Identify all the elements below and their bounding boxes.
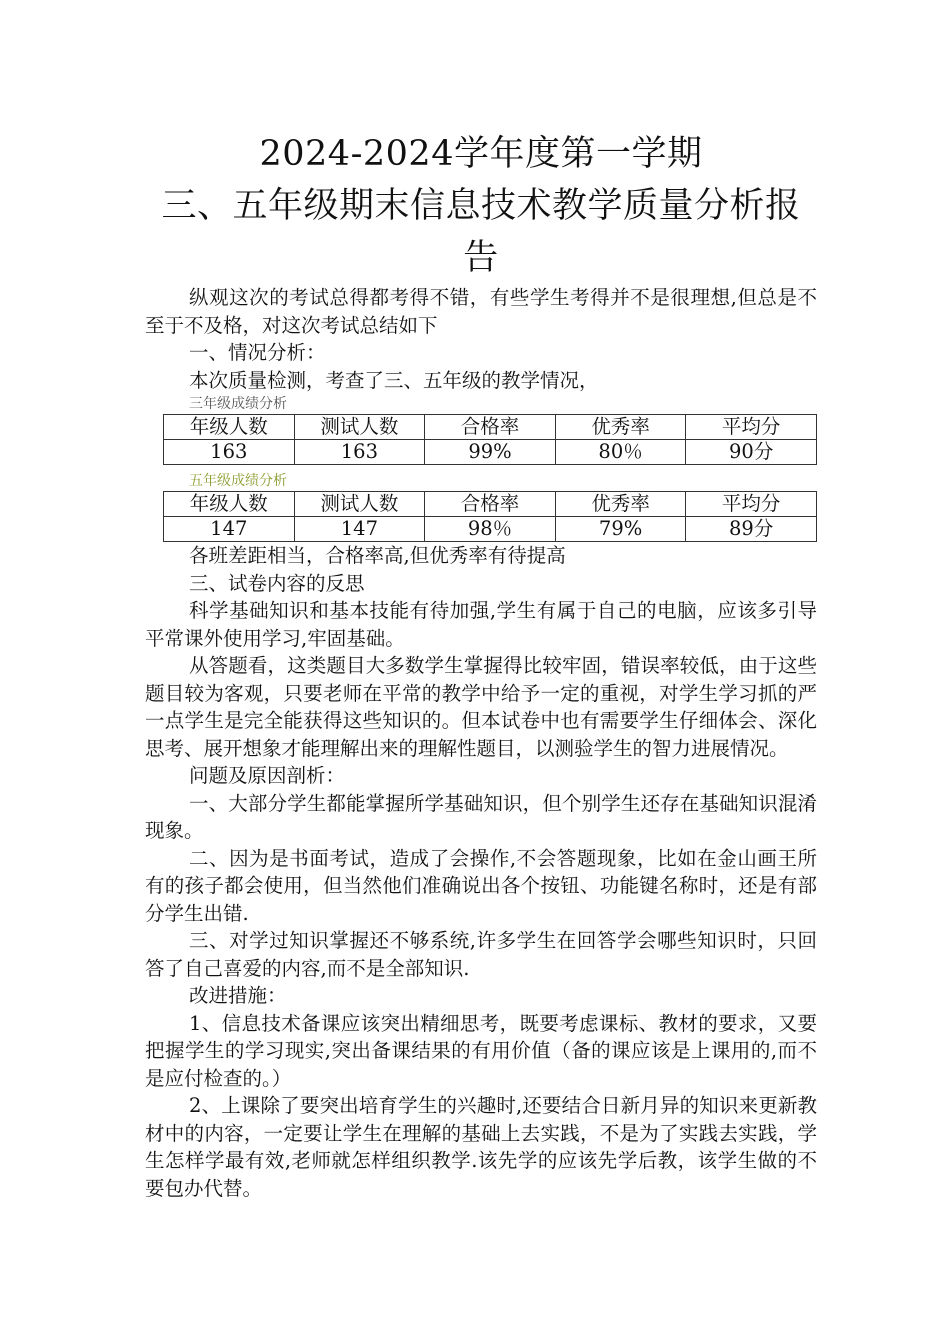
section3-heading: 三、试卷内容的反思 bbox=[189, 571, 365, 595]
section1-text: 本次质量检测，考查了三、五年级的教学情况， bbox=[189, 368, 599, 392]
problem-item-3: 三、对学过知识掌握还不够系统,许多学生在回答学会哪些知识时，只回答了自己喜爱的内容,而不是全部知识. bbox=[145, 929, 817, 980]
table-cell: 163 bbox=[294, 440, 425, 465]
table-header-cell: 平均分 bbox=[686, 415, 817, 440]
doc-title-line1: 2024-2024学年度第一学期 bbox=[259, 134, 703, 174]
grade5-score-table bbox=[163, 491, 817, 542]
table-header-row bbox=[164, 492, 817, 517]
table-cell: 163 bbox=[164, 440, 295, 465]
problem-item-1: 一、大部分学生都能掌握所学基础知识，但个别学生还存在基础知识混淆现象。 bbox=[145, 791, 817, 842]
table-cell: 99% bbox=[425, 440, 556, 465]
table-header-cell: 合格率 bbox=[425, 492, 556, 517]
grade3-table-caption: 三年级成绩分析 bbox=[189, 396, 287, 412]
table-cell: 147 bbox=[164, 517, 295, 542]
section1-heading: 一、情况分析： bbox=[189, 341, 326, 364]
table-header-cell: 测试人数 bbox=[294, 415, 425, 440]
table-header-cell: 优秀率 bbox=[555, 492, 686, 517]
measures-heading: 改进措施： bbox=[189, 984, 287, 1007]
table-header-cell: 合格率 bbox=[425, 415, 556, 440]
table-cell: 79% bbox=[555, 517, 686, 542]
grade3-score-table bbox=[163, 414, 817, 465]
grade5-table-caption: 五年级成绩分析 bbox=[189, 473, 287, 489]
measure-item-1: 1、信息技术备课应该突出精细思考，既要考虑课标、教材的要求，又要把握学生的学习现实,突出备课结果的有用价值（备的课应该是上课用的,而不是应付检查的。） bbox=[145, 1011, 817, 1090]
measure-item-2: 2、上课除了要突出培育学生的兴趣时,还要结合日新月异的知识来更新教材中的内容，一定要让学生在理解的基础上去实践，不是为了实践去实践，学生怎样学最有效,老师就怎样组织教学.该先学的应该先学后教，该学生做的不要包办代替。 bbox=[145, 1094, 817, 1200]
summary-text: 各班差距相当，合格率高,但优秀率有待提高 bbox=[189, 544, 566, 567]
document-page bbox=[145, 128, 817, 1202]
table-header-cell: 优秀率 bbox=[555, 415, 686, 440]
table-cell: 147 bbox=[294, 517, 425, 542]
table-row bbox=[164, 517, 817, 542]
table-header-cell: 测试人数 bbox=[294, 492, 425, 517]
table-cell: 89分 bbox=[686, 517, 817, 542]
reflection-paragraph-1: 科学基础知识和基本技能有待加强,学生有属于自己的电脑，应该多引导平常课外使用学习,牢固基础。 bbox=[145, 599, 817, 650]
problems-heading: 问题及原因剖析： bbox=[189, 764, 346, 787]
reflection-paragraph-2: 从答题看，这类题目大多数学生掌握得比较牢固，错误率较低，由于这些题目较为客观，只要老师在平常的教学中给予一定的重视，对学生学习抓的严一点学生是完全能获得这些知识的。但本试卷中也有需要学生仔细体会、深化思考、展开想象才能理解出来的理解性题目，以测验学生的智力进展情况。 bbox=[145, 654, 817, 760]
table-header-cell: 年级人数 bbox=[164, 415, 295, 440]
doc-title-line3: 告 bbox=[463, 238, 499, 278]
table-header-row bbox=[164, 415, 817, 440]
table-cell: 98％ bbox=[425, 517, 556, 542]
table-cell: 80％ bbox=[555, 440, 686, 465]
table-header-cell: 年级人数 bbox=[164, 492, 295, 517]
doc-title-line2: 三、五年级期末信息技术教学质量分析报 bbox=[161, 186, 801, 226]
table-row bbox=[164, 440, 817, 465]
problem-item-2: 二、因为是书面考试，造成了会操作,不会答题现象，比如在金山画王所有的孩子都会使用，但当然他们准确说出各个按钮、功能键名称时，还是有部分学生出错. bbox=[145, 846, 817, 925]
table-header-cell: 平均分 bbox=[686, 492, 817, 517]
intro-paragraph: 纵观这次的考试总得都考得不错，有些学生考得并不是很理想,但总是不至于不及格，对这次考试总结如下 bbox=[145, 286, 817, 337]
table-cell: 90分 bbox=[686, 440, 817, 465]
